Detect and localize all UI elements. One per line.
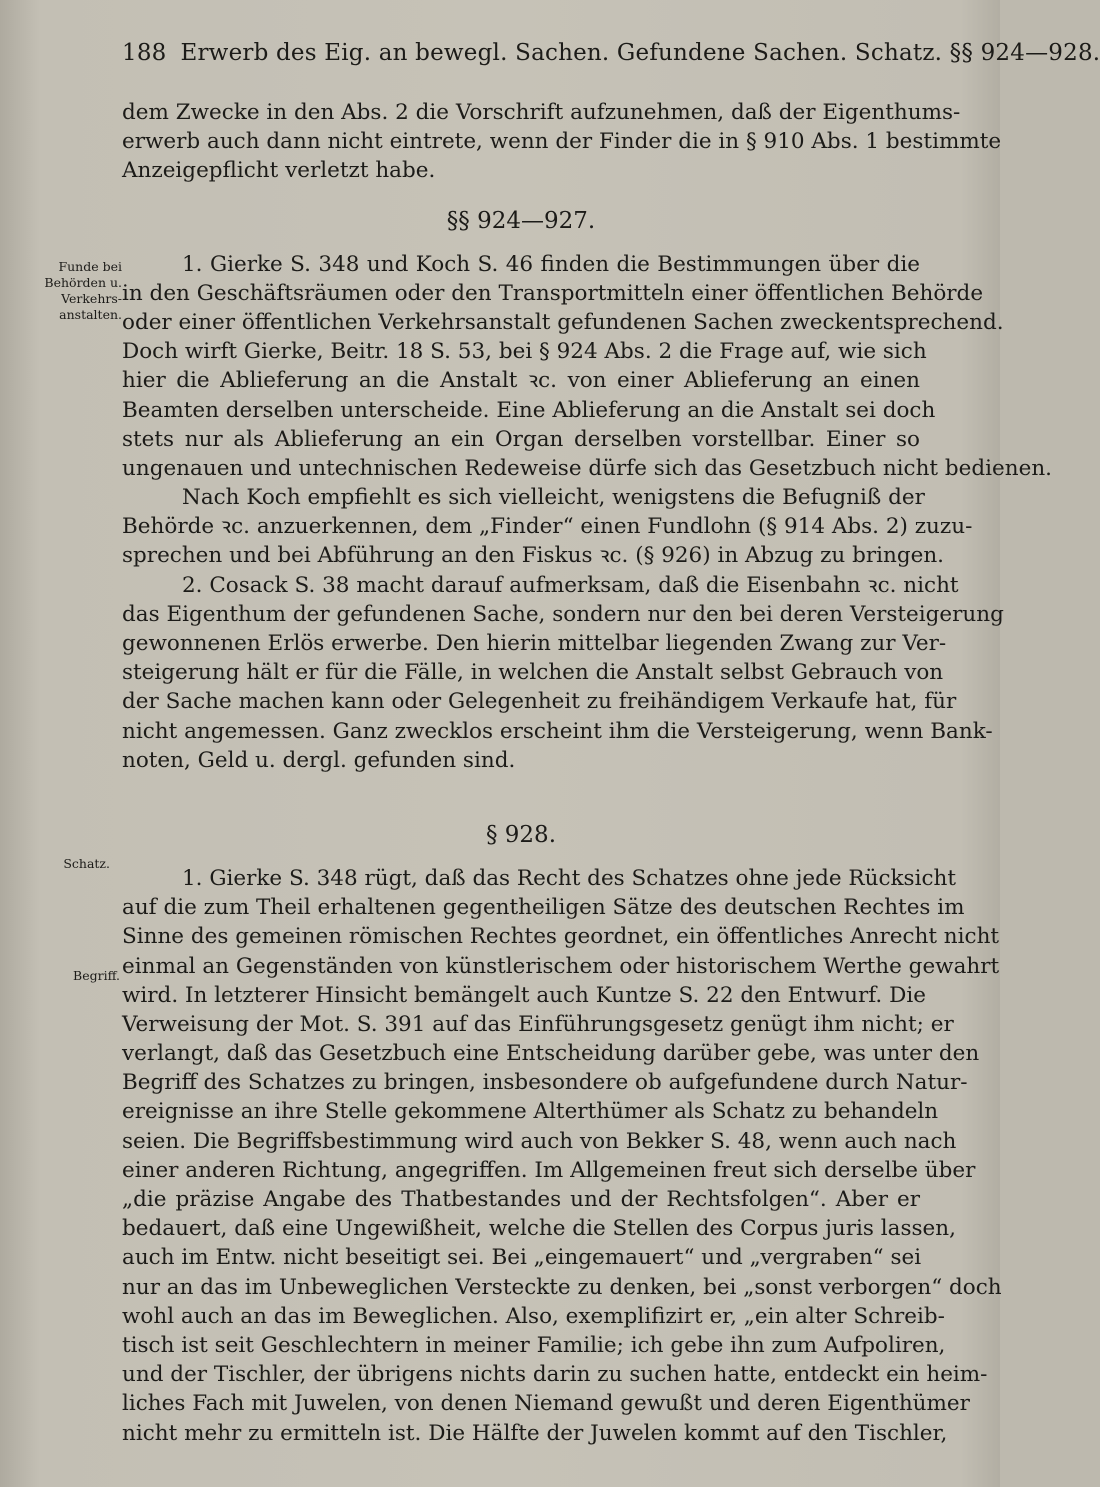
text-line: bedauert, daß eine Ungewißheit, welche die Stellen des Corpus juris lassen, — [122, 1216, 956, 1242]
section-heading: § 928. — [485, 821, 557, 848]
text-line: der Sache machen kann oder Gelegenheit zu freihändigem Verkaufe hat, für — [122, 689, 957, 715]
text-line: nicht angemessen. Ganz zwecklos erscheint ihm die Versteigerung, wenn Bank- — [122, 718, 993, 744]
text-line: einer anderen Richtung, angegriffen. Im Allgemeinen freut sich derselbe über — [122, 1157, 976, 1183]
text-line: sprechen und bei Abführung an den Fiskus ꝛc. (§ 926) in Abzug zu bringen. — [122, 543, 945, 569]
text-line: auf die zum Theil erhaltenen gegentheiligen Sätze des deutschen Rechtes im — [122, 895, 965, 921]
paragraph-continuation — [122, 98, 1002, 186]
text-line: 1. Gierke S. 348 rügt, daß das Recht des Schatzes ohne jede Rücksicht — [182, 865, 956, 891]
running-title: Erwerb des Eig. an bewegl. Sachen. Gefundene Sachen. Schatz. §§ 924—928. — [180, 40, 1100, 66]
text-line: ereignisse an ihre Stelle gekommene Alterthümer als Schatz zu behandeln — [122, 1099, 939, 1125]
text-line: liches Fach mit Juwelen, von denen Niemand gewußt und deren Eigenthümer — [122, 1391, 970, 1417]
text-line: auch im Entw. nicht beseitigt sei. Bei „eingemauert“ und „vergraben“ sei — [122, 1245, 922, 1271]
text-line: ungenauen und untechnischen Redeweise dürfe sich das Gesetzbuch nicht bedienen. — [122, 455, 1053, 481]
text-line: Anzeigepflicht verletzt habe. — [122, 158, 436, 184]
text-line: in den Geschäftsräumen oder den Transportmitteln einer öffentlichen Behörde — [122, 280, 984, 306]
text-line: seien. Die Begriffsbestimmung wird auch von Bekker S. 48, wenn auch nach — [122, 1128, 957, 1154]
text-line: 2. Cosack S. 38 macht darauf aufmerksam, daß die Eisenbahn ꝛc. nicht — [182, 572, 959, 598]
text-line: Sinne des gemeinen römischen Rechtes geordnet, ein öffentliches Anrecht nicht — [122, 924, 1000, 950]
text-line: tisch ist seit Geschlechtern in meiner Familie; ich gebe ihn zum Aufpoliren, — [122, 1332, 946, 1358]
running-header — [122, 40, 1100, 66]
margin-note-line: Behörden u. — [44, 275, 122, 290]
margin-note-funde — [12, 259, 122, 323]
text-line: Begriff des Schatzes zu bringen, insbesondere ob aufgefundene durch Natur- — [122, 1070, 968, 1096]
section-924-927 — [122, 250, 1053, 775]
text-line: Beamten derselben unterscheide. Eine Ablieferung an die Anstalt sei doch — [122, 397, 936, 423]
text-line: erwerb auch dann nicht eintrete, wenn der Finder die in § 910 Abs. 1 bestimmte — [122, 129, 1002, 155]
text-line: verlangt, daß das Gesetzbuch eine Entscheidung darüber gebe, was unter den — [122, 1041, 980, 1067]
margin-note-line: Funde bei — [58, 259, 122, 274]
margin-note-line: Schatz. — [63, 856, 110, 871]
text-line: nicht mehr zu ermitteln ist. Die Hälfte der Juwelen kommt auf den Tischler, — [122, 1420, 948, 1446]
margin-note-line: anstalten. — [59, 307, 122, 322]
body-text — [122, 98, 1053, 1448]
text-line: wohl auch an das im Beweglichen. Also, exemplifizirt er, „ein alter Schreib- — [122, 1303, 945, 1329]
text-line: wird. In letzterer Hinsicht bemängelt auch Kuntze S. 22 den Entwurf. Die — [122, 982, 926, 1008]
text-line: 1. Gierke S. 348 und Koch S. 46 finden die Bestimmungen über die — [182, 251, 920, 277]
text-line: hier die Ablieferung an die Anstalt ꝛc. von einer Ablieferung an einen — [122, 368, 920, 394]
text-line: „die präzise Angabe des Thatbestandes und der Rechtsfolgen“. Aber er — [122, 1187, 920, 1212]
text-line: nur an das im Unbeweglichen Versteckte zu denken, bei „sonst verborgen“ doch — [122, 1274, 1002, 1300]
section-928 — [122, 864, 1002, 1448]
section-heading: §§ 924—927. — [446, 207, 596, 234]
text-line: und der Tischler, der übrigens nichts darin zu suchen hatte, entdeckt ein heim- — [122, 1362, 988, 1388]
margin-note-line: Verkehrs- — [61, 291, 122, 306]
text-line: gewonnenen Erlös erwerbe. Den hierin mittelbar liegenden Zwang zur Ver- — [122, 631, 947, 656]
text-line: dem Zwecke in den Abs. 2 die Vorschrift aufzunehmen, daß der Eigenthums- — [122, 100, 961, 125]
margin-note-begriff — [12, 968, 120, 984]
text-line: Verweisung der Mot. S. 391 auf das Einführungsgesetz genügt ihm nicht; er — [122, 1011, 954, 1037]
text-line: Behörde ꝛc. anzuerkennen, dem „Finder“ einen Fundlohn (§ 914 Abs. 2) zuzu- — [122, 514, 973, 540]
text-line: oder einer öffentlichen Verkehrsanstalt gefundenen Sachen zweckentsprechend. — [122, 309, 1004, 335]
text-line: Nach Koch empfiehlt es sich vielleicht, wenigstens die Befugniß der — [182, 485, 925, 511]
text-line: stets nur als Ablieferung an ein Organ derselben vorstellbar. Einer so — [122, 426, 920, 452]
text-line: Doch wirft Gierke, Beitr. 18 S. 53, bei § 924 Abs. 2 die Frage auf, wie sich — [122, 339, 927, 365]
text-line: einmal an Gegenständen von künstlerischem oder historischem Werthe gewahrt — [122, 953, 1000, 979]
page-number: 188 — [122, 40, 167, 66]
margin-note-schatz — [12, 856, 110, 872]
margin-note-line: Begriff. — [73, 968, 120, 983]
text-line: noten, Geld u. dergl. gefunden sind. — [122, 747, 516, 773]
text-line: das Eigenthum der gefundenen Sache, sondern nur den bei deren Versteigerung — [122, 601, 1004, 627]
text-line: steigerung hält er für die Fälle, in welchen die Anstalt selbst Gebrauch von — [122, 660, 944, 686]
